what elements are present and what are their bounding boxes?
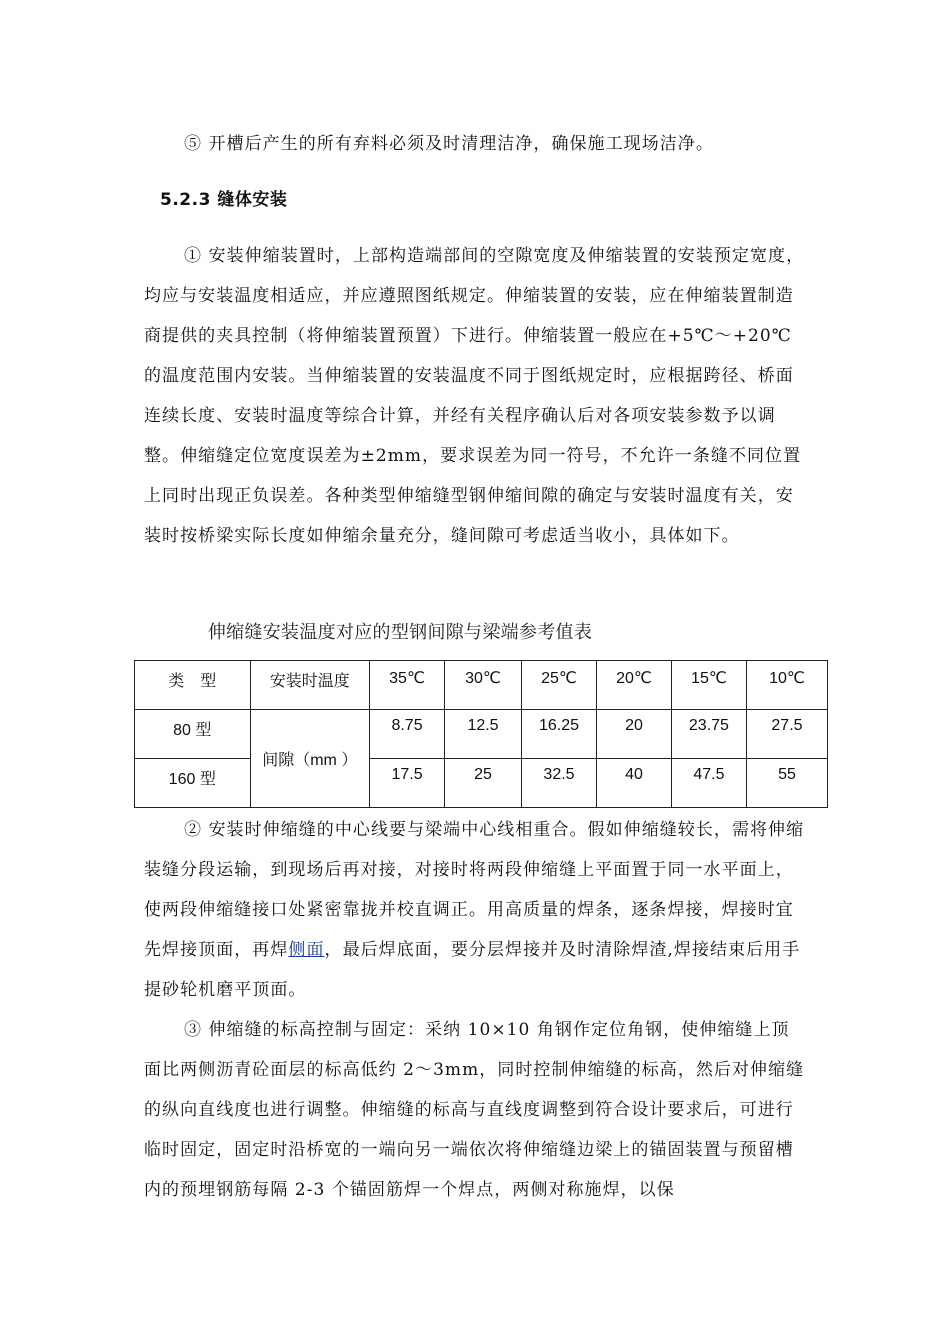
table-row [135, 710, 828, 759]
table-row [135, 759, 828, 808]
temp-cell: 20℃ [596, 661, 671, 710]
value-cell: 40 [596, 759, 671, 808]
temp-cell: 25℃ [522, 661, 597, 710]
type-cell: 80 型 [135, 710, 251, 759]
side-face-link[interactable]: 侧面 [288, 940, 325, 960]
value-cell: 55 [746, 759, 827, 808]
value-cell: 12.5 [445, 710, 522, 759]
paragraph-1: ① 安装伸缩装置时，上部构造端部间的空隙宽度及伸缩装置的安装预定宽度，均应与安装温度相适应，并应遵照图纸规定。伸缩装置的安装，应在伸缩装置制造商提供的夹具控制（将伸缩装置预置）下进行。伸缩装置一般应在+5℃～+20℃的温度范围内安装。当伸缩装置的安装温度不同于图纸规定时，应根据跨径、桥面连续长度、安装时温度等综合计算，并经有关程序确认后对各项安装参数予以调整。伸缩缝定位宽度误差为±2mm，要求误差为同一符号，不允许一条缝不同位置上同时出现正负误差。各种类型伸缩缝型钢伸缩间隙的确定与安装时温度有关，安装时按桥梁实际长度如伸缩余量充分，缝间隙可考虑适当收小，具体如下。 [144, 246, 805, 546]
temp-cell: 15℃ [671, 661, 746, 710]
value-cell: 8.75 [370, 710, 445, 759]
value-cell: 16.25 [522, 710, 597, 759]
table-caption [0, 618, 800, 644]
temp-cell: 10℃ [746, 661, 827, 710]
value-cell: 23.75 [671, 710, 746, 759]
paragraph-3: ③ 伸缩缝的标高控制与固定：采纳 10×10 角钢作定位角钢，使伸缩缝上顶面比两侧沥青砼面层的标高低约 2～3mm，同时控制伸缩缝的标高，然后对伸缩缝的纵向直线度也进行调整。伸缩缝的标高与直线度调整到符合设计要求后，可进行临时固定，固定时沿桥宽的一端向另一端依次将伸缩缝边梁上的锚固装置与预留槽内的预埋钢筋每隔 2-3 个锚固筋焊一个焊点，两侧对称施焊，以保 [144, 1020, 805, 1200]
table-header-row [135, 661, 828, 710]
value-cell: 17.5 [370, 759, 445, 808]
paragraph-5: ⑤ 开槽后产生的所有弃料必须及时清理洁净，确保施工现场洁净。 [184, 134, 714, 154]
gap-label-cell: 间隙（mm ） [250, 710, 370, 808]
temp-cell: 35℃ [370, 661, 445, 710]
table-caption-text: 伸缩缝安装温度对应的型钢间隙与梁端参考值表 [207, 622, 593, 642]
type-header: 类 型 [135, 661, 251, 710]
value-cell: 20 [596, 710, 671, 759]
value-cell: 47.5 [671, 759, 746, 808]
paragraph-2-text-b: ，最后焊底面，要分层焊接并及时清除焊渣,焊接结束后用手提砂轮机磨平顶面。 [144, 940, 801, 1000]
section-heading: 5.2.3 缝体安装 [160, 190, 288, 210]
paragraph-2 [144, 810, 806, 1010]
value-cell: 27.5 [746, 710, 827, 759]
type-cell: 160 型 [135, 759, 251, 808]
paragraph-2-text-a: ② 安装时伸缩缝的中心线要与梁端中心线相重合。假如伸缩缝较长，需将伸缩装缝分段运输，到现场后再对接，对接时将两段伸缩缝上平面置于同一水平面上，使两段伸缩缝接口处紧密靠拢并校直调正。用高质量的焊条，逐条焊接，焊接时宜先焊接顶面，再焊 [144, 820, 805, 960]
value-cell: 25 [445, 759, 522, 808]
temperature-header: 安装时温度 [250, 661, 370, 710]
temp-cell: 30℃ [445, 661, 522, 710]
value-cell: 32.5 [522, 759, 597, 808]
gap-reference-table [134, 660, 828, 808]
